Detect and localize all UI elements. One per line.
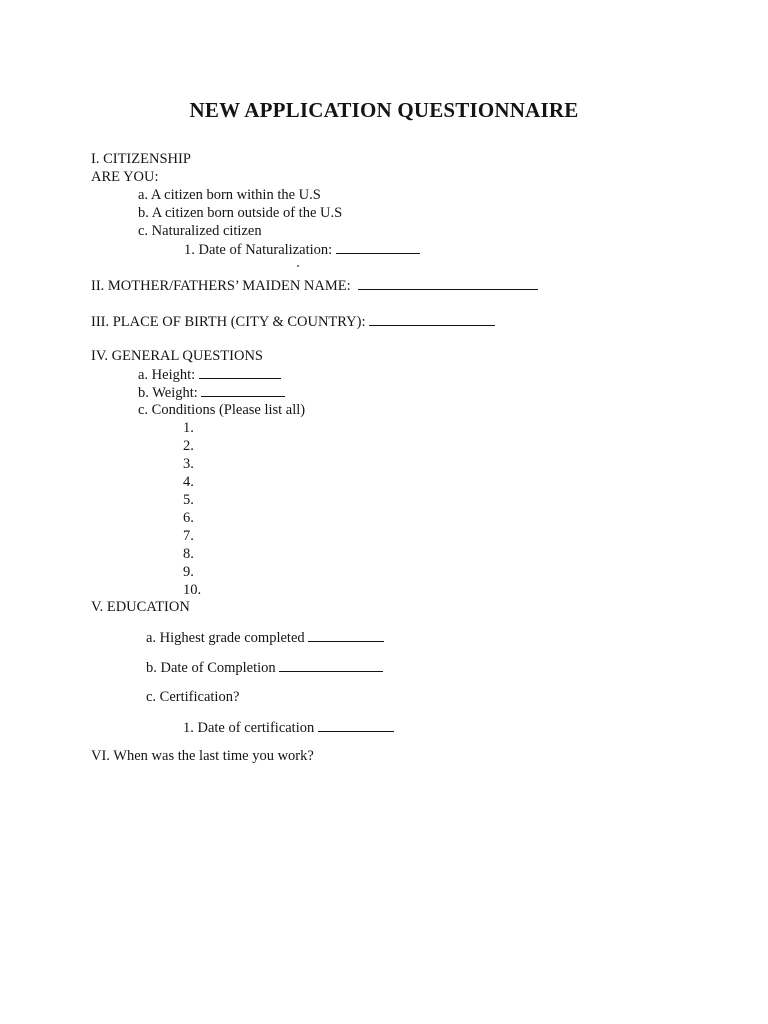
- highest-grade-blank[interactable]: [308, 628, 384, 642]
- citizenship-option-c: c. Naturalized citizen: [138, 223, 262, 239]
- condition-number: 2.: [183, 438, 194, 454]
- condition-number: 10.: [183, 582, 202, 598]
- highest-grade-label: a. Highest grade completed: [146, 630, 305, 646]
- maiden-name-label: II. MOTHER/FATHERS’ MAIDEN NAME:: [91, 278, 351, 294]
- place-of-birth-blank[interactable]: [369, 312, 495, 326]
- naturalization-date-row: [184, 240, 420, 259]
- condition-number: 6.: [183, 510, 194, 526]
- condition-number: 8.: [183, 546, 194, 562]
- condition-number: 1.: [183, 420, 194, 436]
- condition-number: 7.: [183, 528, 194, 544]
- citizenship-question: ARE YOU:: [91, 169, 159, 185]
- document-title: NEW APPLICATION QUESTIONNAIRE: [189, 98, 579, 122]
- citizenship-option-b: b. A citizen born outside of the U.S: [138, 205, 343, 221]
- certification-date-row: [183, 718, 394, 737]
- place-of-birth-label: III. PLACE OF BIRTH (CITY & COUNTRY):: [91, 314, 366, 330]
- scan-speck: [297, 265, 299, 267]
- conditions-label: c. Conditions (Please list all): [138, 402, 306, 418]
- condition-number: 3.: [183, 456, 194, 472]
- condition-number: 4.: [183, 474, 194, 490]
- work-question: VI. When was the last time you work?: [91, 748, 314, 764]
- citizenship-heading: I. CITIZENSHIP: [91, 151, 191, 167]
- weight-label: b. Weight:: [138, 385, 198, 401]
- highest-grade-row: [146, 628, 384, 647]
- citizenship-option-a: a. A citizen born within the U.S: [138, 187, 321, 203]
- certification-label: c. Certification?: [146, 689, 240, 705]
- maiden-name-blank[interactable]: [358, 276, 538, 290]
- education-heading: V. EDUCATION: [91, 599, 190, 615]
- height-label: a. Height:: [138, 367, 196, 383]
- completion-date-row: [146, 658, 383, 677]
- completion-date-blank[interactable]: [279, 658, 383, 672]
- certification-date-label: 1. Date of certification: [183, 720, 315, 736]
- height-row: [138, 365, 281, 384]
- weight-row: [138, 383, 285, 402]
- weight-blank[interactable]: [201, 383, 285, 397]
- condition-number: 9.: [183, 564, 194, 580]
- maiden-name-row: [91, 276, 538, 295]
- height-blank[interactable]: [199, 365, 281, 379]
- completion-date-label: b. Date of Completion: [146, 660, 276, 676]
- naturalization-date-blank[interactable]: [336, 240, 420, 254]
- general-heading: IV. GENERAL QUESTIONS: [91, 348, 263, 364]
- condition-number: 5.: [183, 492, 194, 508]
- place-of-birth-row: [91, 312, 495, 331]
- certification-date-blank[interactable]: [318, 718, 394, 732]
- naturalization-date-label: 1. Date of Naturalization:: [184, 242, 333, 258]
